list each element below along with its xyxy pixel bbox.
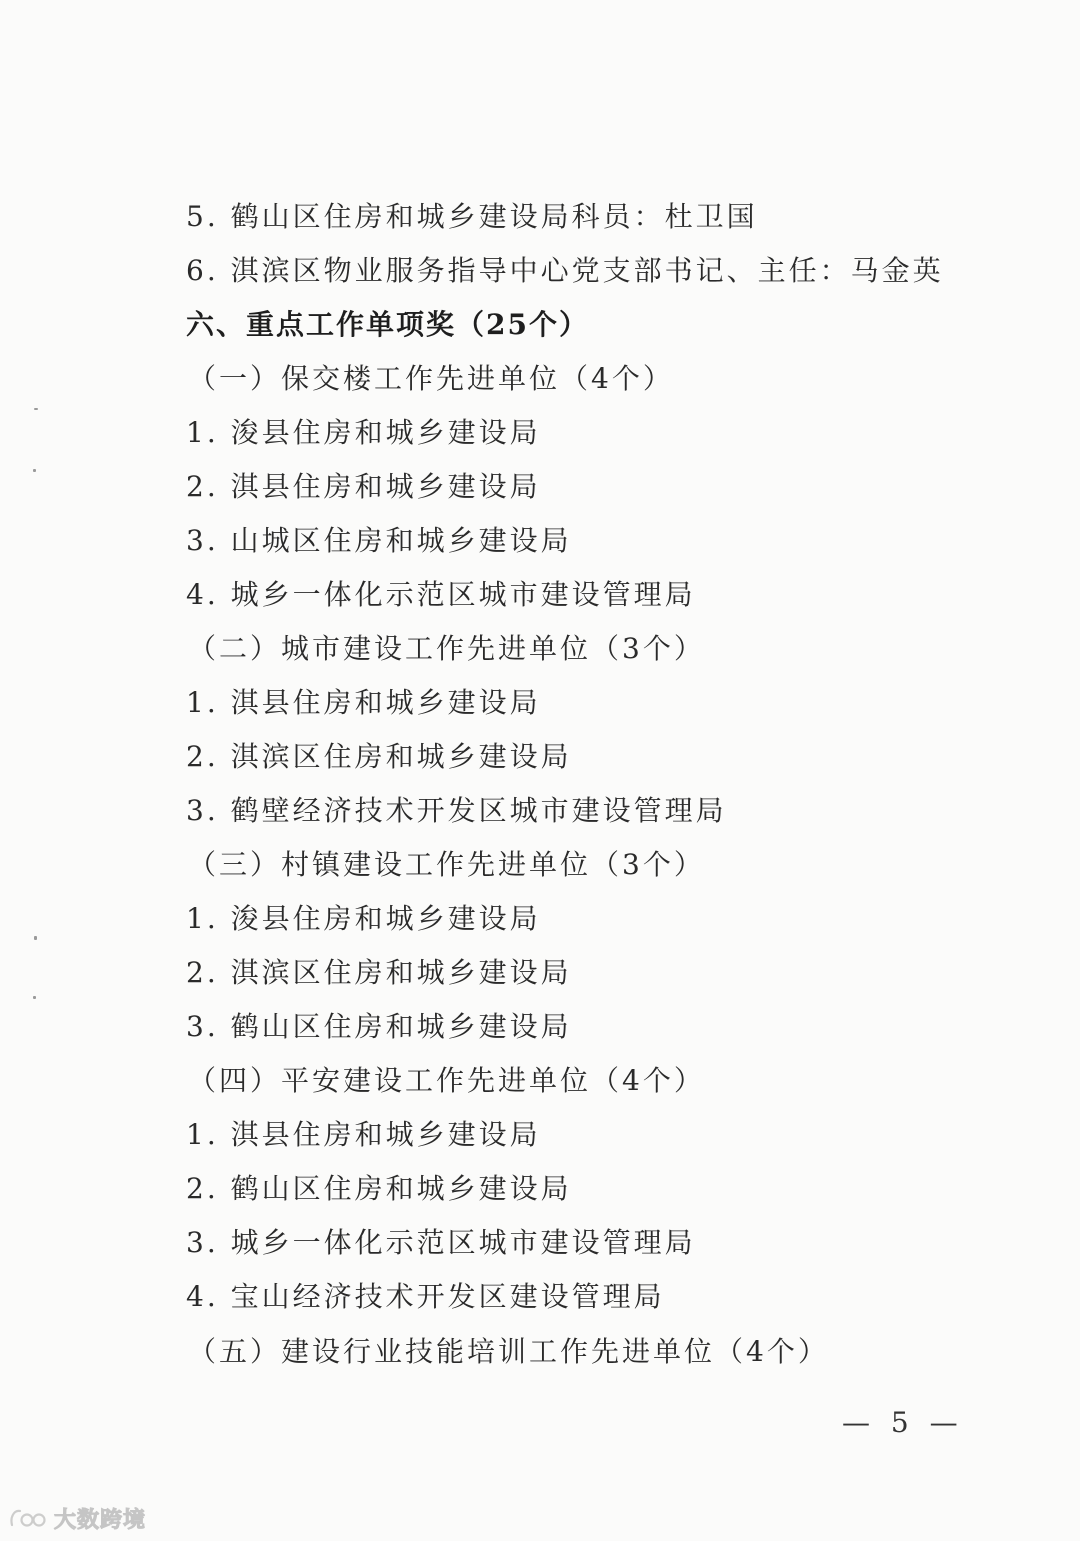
list-item: 2. 淇滨区住房和城乡建设局 (186, 956, 572, 989)
section-heading: 六、重点工作单项奖（25个） (186, 308, 589, 341)
list-item: 1. 浚县住房和城乡建设局 (186, 902, 541, 935)
list-item: 1. 淇县住房和城乡建设局 (186, 1118, 541, 1151)
list-item: 3. 城乡一体化示范区城市建设管理局 (186, 1226, 696, 1259)
list-item: 3. 山城区住房和城乡建设局 (186, 524, 572, 557)
subsection-heading: （五）建设行业技能培训工作先进单位（4个） (188, 1335, 829, 1368)
list-item: 1. 浚县住房和城乡建设局 (186, 416, 541, 449)
scan-mark (34, 408, 38, 410)
subsection-heading: （一）保交楼工作先进单位（4个） (188, 362, 674, 395)
scan-mark (33, 469, 36, 472)
scan-mark (34, 936, 37, 940)
list-item: 2. 淇县住房和城乡建设局 (186, 470, 541, 503)
list-item: 3. 鹤山区住房和城乡建设局 (186, 1010, 572, 1043)
watermark-logo-icon (8, 1505, 48, 1531)
scan-mark (33, 996, 36, 999)
list-item: 4. 宝山经济技术开发区建设管理局 (186, 1280, 665, 1313)
list-item: 1. 淇县住房和城乡建设局 (186, 686, 541, 719)
list-item: 5. 鹤山区住房和城乡建设局科员：杜卫国 (186, 200, 758, 233)
list-item: 6. 淇滨区物业服务指导中心党支部书记、主任：马金英 (186, 254, 944, 287)
list-item: 2. 淇滨区住房和城乡建设局 (186, 740, 572, 773)
watermark-text: 大数跨境 (54, 1507, 147, 1533)
watermark (8, 1503, 146, 1533)
list-item: 4. 城乡一体化示范区城市建设管理局 (186, 578, 696, 611)
subsection-heading: （三）村镇建设工作先进单位（3个） (188, 848, 705, 881)
page-number: — 5 — (842, 1406, 964, 1439)
list-item: 3. 鹤壁经济技术开发区城市建设管理局 (186, 794, 727, 827)
subsection-heading: （二）城市建设工作先进单位（3个） (188, 632, 705, 665)
list-item: 2. 鹤山区住房和城乡建设局 (186, 1172, 572, 1205)
subsection-heading: （四）平安建设工作先进单位（4个） (188, 1064, 705, 1097)
